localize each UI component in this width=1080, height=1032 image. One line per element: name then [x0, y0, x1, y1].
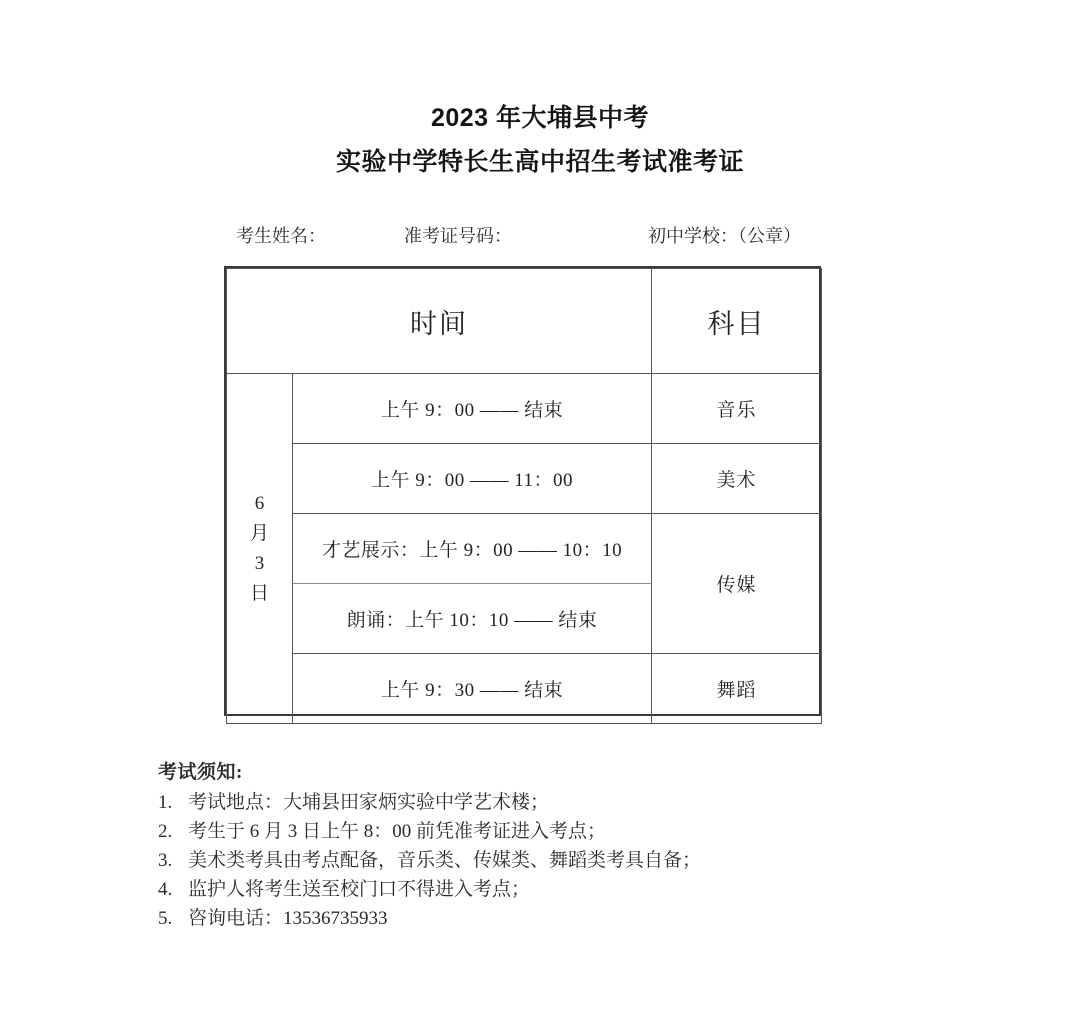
table-row: [227, 514, 822, 584]
candidate-name-label: 考生姓名：: [236, 226, 326, 246]
exam-schedule-table: [224, 266, 821, 716]
list-item: [158, 875, 938, 904]
junior-school-label: 初中学校：（公章）: [648, 226, 801, 246]
header-time: 时间: [227, 269, 652, 374]
admission-number-label: 准考证号码：: [404, 226, 512, 246]
time-cell: 朗诵：上午 10：10 —— 结束: [293, 584, 652, 654]
note-number: 3.: [158, 850, 173, 871]
list-item: [158, 817, 938, 846]
table-header-row: [227, 269, 822, 374]
title-line-1: 2023 年大埔县中考: [430, 104, 650, 132]
subject-cell: 传媒: [652, 514, 822, 654]
note-number: 1.: [158, 792, 173, 813]
note-text: 监护人将考生送至校门口不得进入考点；: [188, 879, 531, 900]
header-subject: 科目: [652, 269, 822, 374]
note-text: 考试地点：大埔县田家炳实验中学艺术楼；: [188, 792, 550, 813]
date-month-number: 6: [254, 492, 265, 514]
date-month-char: 月: [249, 522, 269, 544]
list-item: [158, 904, 938, 933]
subject-cell: 音乐: [652, 374, 822, 444]
candidate-fields-row: [236, 222, 836, 250]
note-number: 2.: [158, 821, 173, 842]
title-line-2: 实验中学特长生高中招生考试准考证: [335, 148, 744, 176]
time-cell: 上午 9：30 —— 结束: [293, 654, 652, 724]
exam-notes-section: [158, 758, 938, 933]
note-number: 4.: [158, 879, 173, 900]
note-number: 5.: [158, 908, 173, 929]
date-day-char: 日: [249, 582, 269, 604]
subject-cell: 舞蹈: [652, 654, 822, 724]
subject-cell: 美术: [652, 444, 822, 514]
table-row: [227, 444, 822, 514]
page-title: [0, 96, 1080, 184]
exam-date-stack: [227, 489, 292, 609]
time-cell: 才艺展示：上午 9：00 —— 10：10: [293, 514, 652, 584]
note-text: 咨询电话：13536735933: [188, 908, 388, 929]
list-item: [158, 846, 938, 875]
note-text: 考生于 6 月 3 日上午 8：00 前凭准考证进入考点；: [188, 821, 607, 842]
table-row: [227, 374, 822, 444]
table-row: [227, 654, 822, 724]
time-cell: 上午 9：00 —— 结束: [293, 374, 652, 444]
time-cell: 上午 9：00 —— 11：00: [293, 444, 652, 514]
list-item: [158, 788, 938, 817]
exam-date-cell: [227, 374, 293, 724]
date-day-number: 3: [254, 552, 265, 574]
notes-title: 考试须知:: [158, 762, 243, 783]
note-text: 美术类考具由考点配备，音乐类、传媒类、舞蹈类考具自备；: [188, 850, 702, 871]
